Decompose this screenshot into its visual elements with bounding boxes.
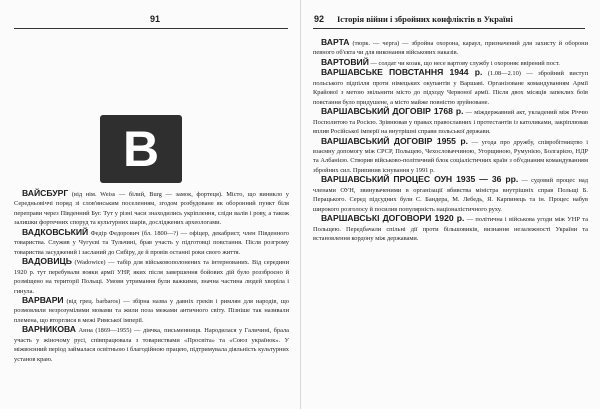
header-rule (313, 28, 585, 29)
entry-headword: ВАРНИКОВА (22, 324, 77, 335)
page-number: 91 (150, 14, 161, 24)
dictionary-entry (313, 68, 588, 107)
dictionary-entry (313, 214, 588, 243)
entry-headword: ВАЙСБУРГ (22, 188, 69, 198)
entry-body: (від грец. barbaros) — збірна назва у давніх греків і римлян для народів, що розмовляли незрозумілими мовами та жили поза межами античного світу. Пізніше так називали племена, що вторглися в межі Римської імперії. (14, 297, 289, 324)
page-number: 92 (314, 14, 325, 24)
dictionary-entry (313, 137, 588, 176)
dictionary-entry (14, 296, 289, 325)
header-rule (14, 28, 288, 29)
entry-headword: ВАРШАВСЬКИЙ ДОГОВІР 1768 р. (321, 106, 464, 117)
entry-headword: ВАРШАВСЬКИЙ ДОГОВІР 1955 р. (321, 135, 469, 146)
dictionary-entry (313, 38, 588, 58)
dictionary-entry (313, 175, 588, 214)
entry-body: — солдат чи козак, що несе вартову службу і охороняє ввірений пост. (370, 59, 560, 67)
dictionary-entry (14, 189, 289, 228)
entry-body: — політична і військова угоди між УНР та Польщею. Передбачали спільні дії проти більшовиків, визнання незалежності України та встановлення кордону між державами. (313, 216, 588, 243)
entry-headword: ВАРТА (321, 37, 350, 47)
entry-body: — судовий процес над членами ОУН, звинуваченими в організації вбивства міністра внутрішніх справ Польщі Б. Перацького. Серед підсудних були С. Бандера, М. Лебедь, Я. Карпинець та ін. Процес набув широкого розголосу й посилив популярність націоналістичного руху. (313, 177, 588, 213)
dictionary-entry (14, 257, 289, 296)
dictionary-entry (14, 325, 289, 364)
running-head: Історія війни і збройних конфліктів в Україні (337, 14, 513, 24)
text-column (14, 189, 289, 364)
entry-headword: ВАДКОВСЬКИЙ (22, 226, 89, 237)
entry-headword: ВАРШАВСЬКІ ДОГОВОРИ 1920 р. (321, 213, 465, 224)
dictionary-entry (313, 107, 588, 136)
entry-body: (Wadowice) — табір для військовополонених та інтернованих. Від середини 1920 р. тут перебували вояки армії УНР, яких після завершення бойових дій було роззброєно й розміщено на території Польщі. Умови утримання були важкими, значна частина людей хворіла і гинула. (14, 259, 289, 295)
entry-headword: ВАРТОВИЙ (321, 56, 369, 67)
text-column (313, 38, 588, 244)
entry-body: — міждержавний акт, укладений між Річчю Посполитою та Росією. Зрівнював у правах православних і протестантів із католиками, закріплював вплив Російської імперії на внутрішні справи польської держави. (313, 109, 588, 136)
entry-body: (1.08—2.10) — збройний виступ польського підпілля проти німецьких окупантів у Варшаві. Організоване командуванням Армії Крайової з метою звільнити місто до підходу Червоної армії. Після двох місяців запеклих боїв повстання було придушене, а місто майже повністю зруйноване. (313, 70, 588, 106)
dictionary-entry (14, 228, 289, 257)
entry-body: (тюрк. — черга) — збройна охорона, караул, призначений для захисту й оборони певного об'єкта чи для виконання військових наказів. (313, 40, 589, 57)
entry-headword: ВАРВАРИ (22, 294, 64, 305)
entry-headword: ВАРШАВСЬКИЙ ПРОЦЕС ОУН 1935 — 36 рр. (321, 174, 519, 185)
entry-headword: ВАРШАВСЬКЕ ПОВСТАННЯ 1944 р. (321, 67, 483, 78)
entry-body: — угода про дружбу, співробітництво і взаємну допомогу між СРСР, Польщею, Чехословаччиною, Угорщиною, Румунією, Болгарією, НДР та Албанією. Створив військово-політичний блок соціалістичних країн з об'єднаним командуванням збройних сил. Припинив існування у 1991 р. (313, 138, 588, 174)
right-page (300, 0, 600, 409)
entry-body: Федір Федорович (бл. 1800—?) — офіцер, декабрист, член Південного товариства. Служив у Чугуєві та Тульчині, брав участь у підготовці повстання. Після розгрому товариства засуджений і засланий до Сибіру, де й провів останні роки свого життя. (14, 229, 289, 256)
entry-body: (від нім. Weiss — білий, Burg — замок, фортеця). Місто, що виникло у Середньовіччі поряд зі слов'янським поселенням, згодом розбудоване як оборонний пункт біля переправи через Південний Буг. Тут у різні часи знаходились укріплення, сліди валів і рову, а також залишки фортечних споруд та культурних шарів, досліджених археологами. (14, 191, 289, 227)
entry-body: Анна (1869—1955) — діячка, письменниця. Народилася у Галичині, брала участь у жіночому русі, співпрацювала з товариствами «Просвіта» та «Союз українок». У міжвоєнний період займалася освітньою і благодійною працею, підтримувала діяльність культурних установ краю. (14, 327, 289, 363)
section-letter-block: В (100, 115, 182, 183)
entry-headword: ВАДОВИЦЬ (22, 256, 72, 267)
